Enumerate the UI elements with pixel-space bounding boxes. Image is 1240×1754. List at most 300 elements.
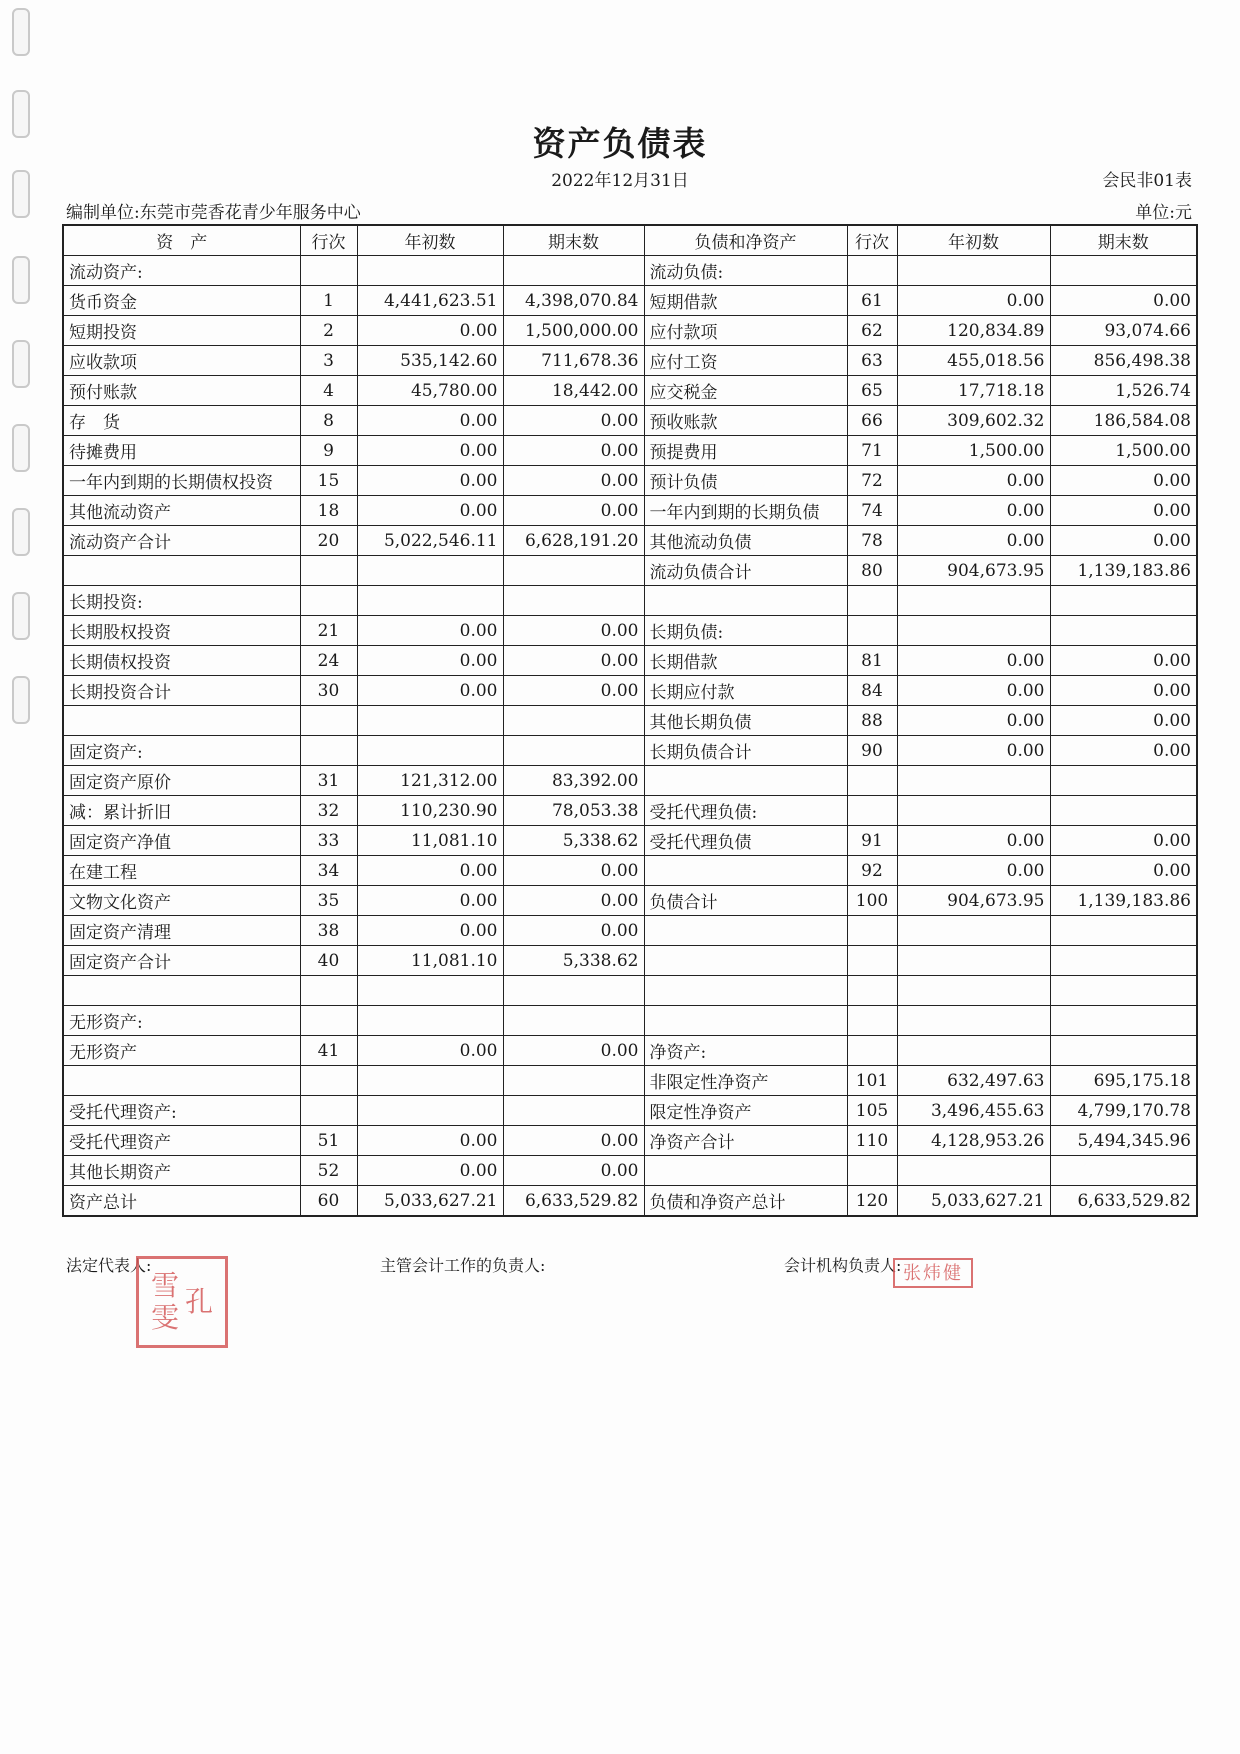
cell-amount: 1,526.74 [1050, 376, 1197, 406]
cell-item-label: 预计负债 [644, 466, 847, 496]
cell-amount: 6,633,529.82 [1050, 1186, 1197, 1217]
cell-line-number: 38 [300, 916, 357, 946]
cell-amount [503, 976, 644, 1006]
cell-line-number: 74 [847, 496, 897, 526]
table-row [63, 796, 1197, 826]
cell-line-number [300, 976, 357, 1006]
table-row [63, 1066, 1197, 1096]
cell-amount: 0.00 [503, 1156, 644, 1186]
cell-item-label: 负债和净资产总计 [644, 1186, 847, 1217]
cell-line-number [847, 1006, 897, 1036]
table-row [63, 376, 1197, 406]
cell-line-number [847, 1156, 897, 1186]
cell-amount: 0.00 [357, 1126, 503, 1156]
cell-amount: 0.00 [357, 406, 503, 436]
header-liabilities-net-assets: 负债和净资产 [644, 225, 847, 256]
cell-item-label [63, 556, 300, 586]
cell-amount: 121,312.00 [357, 766, 503, 796]
cell-item-label: 预提费用 [644, 436, 847, 466]
cell-amount [357, 1096, 503, 1126]
cell-amount: 0.00 [357, 676, 503, 706]
table-row [63, 736, 1197, 766]
cell-amount [1050, 946, 1197, 976]
cell-item-label: 受托代理资产: [63, 1096, 300, 1126]
cell-item-label [644, 976, 847, 1006]
table-header-row [63, 225, 1197, 256]
cell-item-label: 固定资产: [63, 736, 300, 766]
cell-line-number [300, 256, 357, 286]
cell-amount: 1,500.00 [1050, 436, 1197, 466]
cell-line-number: 2 [300, 316, 357, 346]
accounting-head-label: 主管会计工作的负责人: [380, 1256, 546, 1275]
cell-amount [503, 586, 644, 616]
table-row [63, 556, 1197, 586]
cell-line-number [300, 1096, 357, 1126]
cell-line-number: 41 [300, 1036, 357, 1066]
accounting-org-head-label: 会计机构负责人: [784, 1256, 902, 1275]
cell-amount: 11,081.10 [357, 946, 503, 976]
cell-amount [897, 766, 1050, 796]
cell-amount: 4,441,623.51 [357, 286, 503, 316]
cell-amount: 0.00 [357, 856, 503, 886]
cell-amount: 0.00 [897, 676, 1050, 706]
cell-amount: 0.00 [897, 736, 1050, 766]
cell-line-number: 84 [847, 676, 897, 706]
table-row [63, 856, 1197, 886]
binder-hole [12, 8, 30, 56]
cell-item-label: 无形资产 [63, 1036, 300, 1066]
cell-amount [357, 706, 503, 736]
cell-item-label: 其他流动负债 [644, 526, 847, 556]
cell-line-number [300, 706, 357, 736]
table-row [63, 976, 1197, 1006]
cell-amount: 0.00 [503, 676, 644, 706]
cell-amount: 1,500,000.00 [503, 316, 644, 346]
cell-amount: 0.00 [503, 1036, 644, 1066]
table-row [63, 346, 1197, 376]
cell-item-label: 长期债权投资 [63, 646, 300, 676]
binder-hole [12, 508, 30, 556]
cell-item-label: 应收款项 [63, 346, 300, 376]
cell-amount: 0.00 [503, 886, 644, 916]
cell-amount: 0.00 [1050, 676, 1197, 706]
cell-line-number: 20 [300, 526, 357, 556]
cell-amount: 0.00 [357, 646, 503, 676]
cell-amount: 0.00 [1050, 706, 1197, 736]
cell-amount: 0.00 [1050, 526, 1197, 556]
cell-amount: 0.00 [503, 856, 644, 886]
cell-line-number: 15 [300, 466, 357, 496]
table-row [63, 526, 1197, 556]
cell-line-number: 33 [300, 826, 357, 856]
cell-amount [897, 1036, 1050, 1066]
cell-amount: 0.00 [357, 886, 503, 916]
cell-item-label: 流动资产合计 [63, 526, 300, 556]
table-row [63, 496, 1197, 526]
cell-line-number: 3 [300, 346, 357, 376]
cell-line-number: 71 [847, 436, 897, 466]
cell-amount [503, 1006, 644, 1036]
cell-item-label [63, 1066, 300, 1096]
cell-item-label: 无形资产: [63, 1006, 300, 1036]
cell-line-number: 51 [300, 1126, 357, 1156]
cell-item-label: 其他长期资产 [63, 1156, 300, 1186]
cell-amount [357, 1066, 503, 1096]
cell-line-number: 120 [847, 1186, 897, 1217]
cell-amount: 455,018.56 [897, 346, 1050, 376]
cell-amount: 0.00 [503, 646, 644, 676]
table-row [63, 1156, 1197, 1186]
cell-amount [1050, 1156, 1197, 1186]
cell-line-number [847, 256, 897, 286]
cell-amount: 309,602.32 [897, 406, 1050, 436]
cell-line-number: 88 [847, 706, 897, 736]
cell-line-number: 60 [300, 1186, 357, 1217]
cell-item-label: 应付工资 [644, 346, 847, 376]
cell-item-label: 负债合计 [644, 886, 847, 916]
cell-amount: 0.00 [503, 1126, 644, 1156]
legal-rep-seal-stamp: 孔 雪 雯 [136, 1256, 228, 1348]
cell-line-number: 61 [847, 286, 897, 316]
cell-line-number: 4 [300, 376, 357, 406]
table-row [63, 406, 1197, 436]
table-row [63, 1006, 1197, 1036]
table-row [63, 886, 1197, 916]
cell-line-number [847, 766, 897, 796]
table-row [63, 616, 1197, 646]
cell-line-number: 34 [300, 856, 357, 886]
cell-item-label: 固定资产合计 [63, 946, 300, 976]
cell-amount: 0.00 [897, 706, 1050, 736]
cell-item-label [644, 1156, 847, 1186]
cell-line-number: 63 [847, 346, 897, 376]
header-line-no: 行次 [847, 225, 897, 256]
cell-amount: 18,442.00 [503, 376, 644, 406]
cell-amount [503, 256, 644, 286]
header-assets: 资 产 [63, 225, 300, 256]
cell-line-number: 9 [300, 436, 357, 466]
cell-item-label: 固定资产原价 [63, 766, 300, 796]
cell-amount [357, 736, 503, 766]
cell-amount: 11,081.10 [357, 826, 503, 856]
binder-holes [8, 0, 38, 1754]
cell-line-number [847, 796, 897, 826]
table-row [63, 766, 1197, 796]
cell-line-number: 52 [300, 1156, 357, 1186]
cell-amount: 856,498.38 [1050, 346, 1197, 376]
cell-amount [1050, 586, 1197, 616]
cell-amount [357, 1006, 503, 1036]
cell-line-number: 91 [847, 826, 897, 856]
table-row [63, 586, 1197, 616]
cell-item-label: 净资产: [644, 1036, 847, 1066]
cell-amount: 632,497.63 [897, 1066, 1050, 1096]
cell-amount [897, 946, 1050, 976]
cell-amount [503, 556, 644, 586]
cell-amount: 0.00 [1050, 736, 1197, 766]
cell-item-label: 非限定性净资产 [644, 1066, 847, 1096]
cell-line-number [847, 916, 897, 946]
cell-item-label: 资产总计 [63, 1186, 300, 1217]
cell-item-label: 长期借款 [644, 646, 847, 676]
cell-amount: 904,673.95 [897, 556, 1050, 586]
legal-representative-label: 法定代表人: [66, 1256, 152, 1275]
cell-amount: 904,673.95 [897, 886, 1050, 916]
table-row [63, 946, 1197, 976]
cell-amount: 0.00 [357, 316, 503, 346]
cell-amount: 0.00 [503, 496, 644, 526]
cell-amount: 535,142.60 [357, 346, 503, 376]
table-row [63, 1096, 1197, 1126]
cell-amount: 1,500.00 [897, 436, 1050, 466]
cell-item-label: 流动负债: [644, 256, 847, 286]
cell-amount [897, 256, 1050, 286]
cell-item-label: 流动负债合计 [644, 556, 847, 586]
cell-line-number: 80 [847, 556, 897, 586]
cell-item-label [63, 706, 300, 736]
cell-item-label: 长期投资合计 [63, 676, 300, 706]
currency-unit: 单位:元 [1135, 203, 1192, 223]
cell-item-label: 长期投资: [63, 586, 300, 616]
cell-amount: 5,338.62 [503, 946, 644, 976]
cell-line-number: 21 [300, 616, 357, 646]
cell-amount: 0.00 [1050, 646, 1197, 676]
table-row [63, 1186, 1197, 1217]
cell-item-label: 在建工程 [63, 856, 300, 886]
cell-amount: 17,718.18 [897, 376, 1050, 406]
cell-line-number [847, 976, 897, 1006]
cell-item-label: 限定性净资产 [644, 1096, 847, 1126]
cell-line-number: 31 [300, 766, 357, 796]
cell-line-number: 35 [300, 886, 357, 916]
cell-item-label [644, 586, 847, 616]
cell-amount: 0.00 [503, 406, 644, 436]
cell-item-label: 应付款项 [644, 316, 847, 346]
cell-amount: 1,139,183.86 [1050, 556, 1197, 586]
cell-item-label: 减：累计折旧 [63, 796, 300, 826]
cell-amount: 0.00 [503, 916, 644, 946]
cell-amount: 5,022,546.11 [357, 526, 503, 556]
cell-item-label [644, 856, 847, 886]
cell-line-number [300, 556, 357, 586]
cell-line-number: 92 [847, 856, 897, 886]
cell-amount [1050, 616, 1197, 646]
cell-amount: 4,128,953.26 [897, 1126, 1050, 1156]
cell-item-label: 预收账款 [644, 406, 847, 436]
cell-amount: 0.00 [897, 286, 1050, 316]
cell-line-number [847, 616, 897, 646]
cell-item-label: 长期应付款 [644, 676, 847, 706]
cell-amount [897, 976, 1050, 1006]
header-begin-balance: 年初数 [357, 225, 503, 256]
accountant-seal-stamp: 张炜健 [893, 1258, 973, 1288]
cell-amount: 0.00 [357, 1036, 503, 1066]
cell-line-number: 1 [300, 286, 357, 316]
table-row [63, 646, 1197, 676]
cell-line-number [847, 946, 897, 976]
cell-line-number: 81 [847, 646, 897, 676]
preparing-organization: 编制单位:东莞市莞香花青少年服务中心 [66, 203, 361, 223]
cell-amount: 93,074.66 [1050, 316, 1197, 346]
cell-amount: 0.00 [1050, 826, 1197, 856]
cell-amount: 0.00 [1050, 856, 1197, 886]
cell-amount [1050, 976, 1197, 1006]
binder-hole [12, 676, 30, 724]
balance-sheet-table [62, 224, 1198, 1217]
cell-amount [503, 1066, 644, 1096]
cell-line-number: 32 [300, 796, 357, 826]
cell-item-label: 一年内到期的长期负债 [644, 496, 847, 526]
cell-amount [357, 556, 503, 586]
cell-amount [357, 976, 503, 1006]
cell-item-label: 其他流动资产 [63, 496, 300, 526]
cell-amount [1050, 1006, 1197, 1036]
cell-amount: 0.00 [897, 466, 1050, 496]
cell-amount: 0.00 [503, 436, 644, 466]
cell-item-label [644, 766, 847, 796]
table-row [63, 466, 1197, 496]
binder-hole [12, 340, 30, 388]
cell-amount [503, 736, 644, 766]
cell-amount: 78,053.38 [503, 796, 644, 826]
cell-amount [1050, 796, 1197, 826]
cell-line-number: 110 [847, 1126, 897, 1156]
cell-item-label [63, 976, 300, 1006]
cell-amount [897, 616, 1050, 646]
cell-item-label: 长期负债: [644, 616, 847, 646]
cell-item-label: 受托代理负债: [644, 796, 847, 826]
cell-line-number: 65 [847, 376, 897, 406]
cell-item-label: 长期股权投资 [63, 616, 300, 646]
cell-amount: 0.00 [357, 436, 503, 466]
table-row [63, 676, 1197, 706]
cell-amount: 1,139,183.86 [1050, 886, 1197, 916]
cell-line-number [300, 1066, 357, 1096]
binder-hole [12, 424, 30, 472]
cell-amount [897, 1006, 1050, 1036]
form-number: 会民非01表 [1102, 171, 1192, 191]
cell-amount: 0.00 [897, 526, 1050, 556]
cell-line-number: 24 [300, 646, 357, 676]
cell-amount [357, 586, 503, 616]
cell-amount: 6,633,529.82 [503, 1186, 644, 1217]
cell-line-number [847, 1036, 897, 1066]
cell-line-number: 66 [847, 406, 897, 436]
cell-line-number: 30 [300, 676, 357, 706]
cell-item-label: 预付账款 [63, 376, 300, 406]
cell-line-number [300, 586, 357, 616]
cell-amount: 0.00 [897, 826, 1050, 856]
table-row [63, 1036, 1197, 1066]
cell-line-number: 62 [847, 316, 897, 346]
document-title: 资产负债表 [532, 124, 708, 163]
cell-line-number [300, 736, 357, 766]
cell-amount: 5,033,627.21 [897, 1186, 1050, 1217]
cell-amount: 45,780.00 [357, 376, 503, 406]
header-end-balance: 期末数 [503, 225, 644, 256]
cell-item-label: 文物文化资产 [63, 886, 300, 916]
cell-amount: 4,398,070.84 [503, 286, 644, 316]
cell-amount [1050, 916, 1197, 946]
cell-item-label: 受托代理负债 [644, 826, 847, 856]
cell-amount: 0.00 [897, 646, 1050, 676]
table-row [63, 826, 1197, 856]
cell-amount: 0.00 [1050, 286, 1197, 316]
cell-amount: 0.00 [503, 466, 644, 496]
table-body [63, 256, 1197, 1217]
cell-amount [503, 706, 644, 736]
cell-item-label: 短期借款 [644, 286, 847, 316]
table-row [63, 1126, 1197, 1156]
cell-item-label: 固定资产净值 [63, 826, 300, 856]
cell-amount: 0.00 [357, 466, 503, 496]
cell-line-number: 72 [847, 466, 897, 496]
cell-amount [1050, 256, 1197, 286]
table-row [63, 706, 1197, 736]
cell-line-number: 78 [847, 526, 897, 556]
cell-amount: 0.00 [1050, 466, 1197, 496]
cell-item-label: 应交税金 [644, 376, 847, 406]
cell-amount [503, 1096, 644, 1126]
cell-item-label: 货币资金 [63, 286, 300, 316]
cell-line-number [847, 586, 897, 616]
cell-item-label: 长期负债合计 [644, 736, 847, 766]
cell-line-number: 90 [847, 736, 897, 766]
cell-amount: 5,338.62 [503, 826, 644, 856]
cell-amount: 0.00 [357, 616, 503, 646]
table-row [63, 916, 1197, 946]
cell-item-label: 受托代理资产 [63, 1126, 300, 1156]
cell-amount [897, 586, 1050, 616]
cell-item-label: 存 货 [63, 406, 300, 436]
cell-amount [897, 916, 1050, 946]
header-line-no: 行次 [300, 225, 357, 256]
cell-item-label [644, 1006, 847, 1036]
cell-amount: 6,628,191.20 [503, 526, 644, 556]
table-row [63, 286, 1197, 316]
cell-item-label: 待摊费用 [63, 436, 300, 466]
cell-amount: 5,033,627.21 [357, 1186, 503, 1217]
cell-amount: 695,175.18 [1050, 1066, 1197, 1096]
cell-line-number: 105 [847, 1096, 897, 1126]
cell-amount: 4,799,170.78 [1050, 1096, 1197, 1126]
cell-amount: 0.00 [357, 916, 503, 946]
cell-amount [897, 796, 1050, 826]
cell-amount: 3,496,455.63 [897, 1096, 1050, 1126]
cell-item-label: 一年内到期的长期债权投资 [63, 466, 300, 496]
report-date: 2022年12月31日 [551, 171, 689, 191]
cell-line-number: 101 [847, 1066, 897, 1096]
cell-amount: 0.00 [357, 1156, 503, 1186]
cell-amount [1050, 1036, 1197, 1066]
binder-hole [12, 592, 30, 640]
cell-amount [1050, 766, 1197, 796]
table-row [63, 256, 1197, 286]
cell-amount: 0.00 [503, 616, 644, 646]
binder-hole [12, 256, 30, 304]
cell-amount: 83,392.00 [503, 766, 644, 796]
cell-line-number: 18 [300, 496, 357, 526]
cell-amount: 120,834.89 [897, 316, 1050, 346]
header-end-balance: 期末数 [1050, 225, 1197, 256]
cell-amount: 0.00 [897, 856, 1050, 886]
cell-item-label: 其他长期负债 [644, 706, 847, 736]
cell-line-number [300, 1006, 357, 1036]
cell-amount: 0.00 [1050, 496, 1197, 526]
table-row [63, 436, 1197, 466]
cell-amount: 0.00 [897, 496, 1050, 526]
cell-item-label: 短期投资 [63, 316, 300, 346]
